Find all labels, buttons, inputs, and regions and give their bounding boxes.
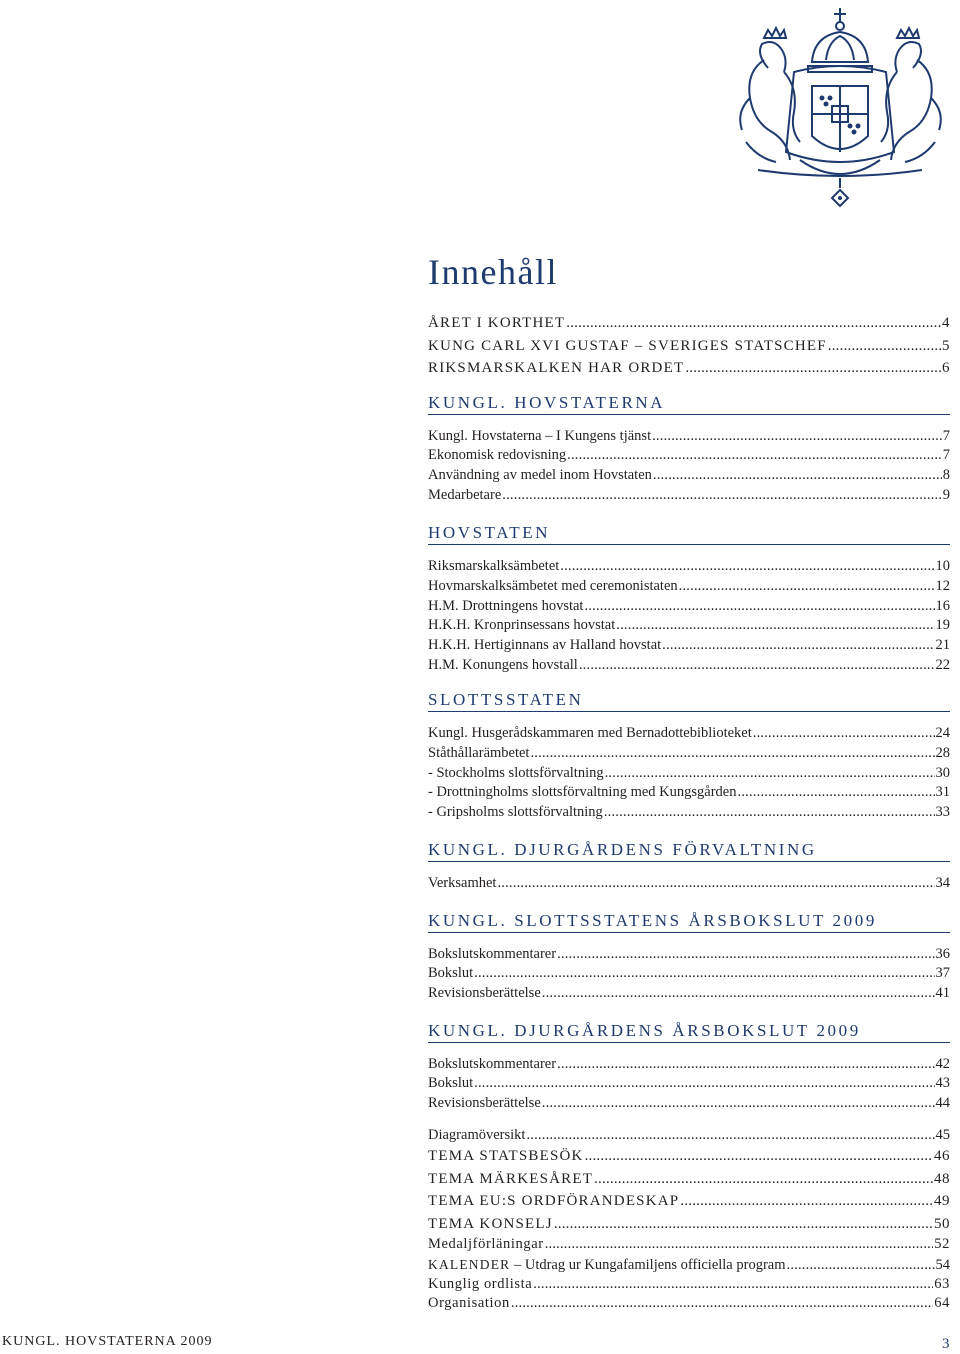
toc-entry[interactable] (428, 1213, 950, 1236)
toc-entry-label (428, 1255, 786, 1276)
dot-leader (566, 312, 941, 335)
dot-leader (567, 446, 942, 466)
toc-entry-label: RIKSMARSKALKEN HAR ORDET (428, 360, 685, 376)
toc-entry[interactable] (428, 486, 950, 506)
toc-entry[interactable] (428, 1275, 950, 1295)
toc-entry-page: 41 (935, 984, 950, 1001)
dot-leader (533, 1275, 933, 1295)
toc-entry-page: 45 (935, 1126, 950, 1143)
toc-entry-page: 4 (942, 315, 950, 331)
toc-entry[interactable] (428, 335, 950, 358)
toc-entry-page: 10 (935, 558, 950, 575)
toc-entry-page: 7 (942, 427, 950, 444)
dot-leader (605, 764, 935, 784)
toc-entry-page: 7 (942, 447, 950, 464)
dot-leader (653, 466, 942, 486)
toc-entry[interactable] (428, 577, 950, 597)
section-heading: KUNGL. HOVSTATERNA (428, 392, 950, 415)
dot-leader (680, 1190, 933, 1213)
toc-entry[interactable] (428, 1074, 950, 1094)
toc-entry[interactable] (428, 427, 950, 447)
kalender-subtitle: – Utdrag ur Kungafamiljens officiella program (510, 1257, 786, 1273)
dot-leader (604, 803, 935, 823)
toc-entry[interactable] (428, 466, 950, 486)
toc-entry-page: 44 (935, 1094, 950, 1111)
toc-entry-label: Kungl. Hovstaterna – I Kungens tjänst (428, 427, 652, 444)
toc-entry-page: 37 (935, 965, 950, 982)
toc-entry[interactable] (428, 1126, 950, 1146)
toc-entry-page: 33 (935, 804, 950, 821)
misc-group (428, 1126, 950, 1314)
dot-leader (594, 1168, 933, 1191)
toc-entry-page: 48 (934, 1170, 950, 1187)
section-slottsstaten (428, 689, 950, 822)
toc-entry[interactable] (428, 1255, 950, 1275)
toc-entry-page: 12 (935, 577, 950, 594)
page-number: 3 (942, 1336, 950, 1352)
toc-entry-label: Bokslut (428, 965, 474, 982)
toc-entry-label: Kunglig ordlista (428, 1275, 533, 1292)
toc-entry-label: H.K.H. Hertiginnans av Halland hovstat (428, 637, 662, 653)
toc-entry[interactable] (428, 744, 950, 764)
dot-leader (652, 427, 942, 447)
toc-entry-page: 46 (934, 1148, 950, 1165)
toc-entry-label: - Gripsholms slottsförvaltning (428, 804, 603, 821)
dot-leader (828, 335, 941, 358)
toc-entry-page: 31 (935, 784, 950, 801)
toc-entry-page: 42 (935, 1055, 950, 1072)
section-djurgardens-arsbokslut (428, 1020, 950, 1114)
toc-entry-label: - Drottningholms slottsförvaltning med Kungsgården (428, 784, 737, 801)
toc-entry-page: 54 (935, 1257, 950, 1273)
kalender-label: KALENDER (428, 1257, 511, 1272)
dot-leader (679, 577, 935, 597)
toc-entry-label: H.M. Drottningens hovstat (428, 597, 584, 614)
toc-entry[interactable] (428, 446, 950, 466)
running-footer: KUNGL. HOVSTATERNA 2009 (2, 1334, 213, 1349)
section-heading: KUNGL. DJURGÅRDENS ÅRSBOKSLUT 2009 (428, 1020, 950, 1043)
toc-entry-page: 43 (935, 1075, 950, 1092)
dot-leader (557, 945, 934, 965)
toc-entry-label: H.K.H. Kronprinsessans hovstat (428, 617, 616, 634)
toc-entry-label: - Stockholms slottsförvaltning (428, 764, 604, 781)
toc-entry-label: Bokslut (428, 1075, 474, 1092)
toc-entry[interactable] (428, 724, 950, 744)
dot-leader (530, 744, 934, 764)
toc-entry-page: 6 (942, 360, 950, 376)
dot-leader (526, 1126, 934, 1146)
toc-entry-label: Diagramöversikt (428, 1126, 526, 1143)
dot-leader (545, 1235, 934, 1255)
dot-leader (738, 783, 935, 803)
dot-leader (585, 1145, 933, 1168)
dot-leader (542, 984, 935, 1004)
dot-leader (557, 1055, 934, 1075)
dot-leader (685, 357, 941, 380)
toc-entry-label: Riksmarskalksämbetet (428, 558, 560, 575)
toc-entry-label: Medaljförläningar (428, 1236, 544, 1253)
toc-entry[interactable] (428, 1235, 950, 1255)
toc-entry[interactable] (428, 312, 950, 335)
toc-entry-label: KUNG CARL XVI GUSTAF – SVERIGES STATSCHEF (428, 337, 827, 354)
section-hovstaten (428, 522, 950, 675)
section-heading: HOVSTATEN (428, 522, 950, 545)
toc-entry-page: 34 (935, 874, 950, 891)
toc-entry[interactable] (428, 1294, 950, 1314)
toc-entry-label: TEMA MÄRKESÅRET (428, 1170, 594, 1187)
toc-entry-label: H.M. Konungens hovstall (428, 656, 578, 673)
dot-leader (616, 616, 934, 636)
toc-entry-page: 36 (935, 945, 950, 962)
intro-group (428, 312, 950, 380)
toc-entry[interactable] (428, 964, 950, 984)
toc-entry-label: Ståthållarämbetet (428, 745, 530, 762)
dot-leader (474, 1074, 934, 1094)
toc-entry-label: TEMA EU:S ORDFÖRANDESKAP (428, 1193, 680, 1210)
toc-entry[interactable] (428, 984, 950, 1004)
toc-entry[interactable] (428, 945, 950, 965)
toc-entry-page: 24 (935, 725, 950, 742)
page-title: Innehåll (428, 252, 558, 292)
toc-entry[interactable] (428, 764, 950, 784)
section-djurgarden-forvaltning (428, 839, 950, 894)
toc-entry-label: Revisionsberättelse (428, 1094, 541, 1111)
dot-leader (497, 874, 934, 894)
toc-entry-page: 19 (935, 617, 950, 634)
dot-leader (502, 486, 941, 506)
toc-entry-label: Användning av medel inom Hovstaten (428, 466, 652, 483)
toc-entry-label: Medarbetare (428, 486, 502, 503)
dot-leader (579, 656, 935, 676)
toc-entry-label: Kungl. Husgerådskammaren med Bernadottebiblioteket (428, 725, 752, 742)
toc-entry-page: 8 (942, 466, 950, 483)
dot-leader (554, 1213, 933, 1236)
toc-entry[interactable] (428, 357, 950, 380)
toc-entry-label: TEMA KONSELJ (428, 1215, 553, 1232)
dot-leader (560, 557, 934, 577)
toc-entry[interactable] (428, 1145, 950, 1168)
dot-leader (584, 597, 934, 617)
toc-entry-label: Bokslutskommentarer (428, 945, 557, 962)
toc-entry[interactable] (428, 616, 950, 636)
toc-entry-page: 30 (935, 764, 950, 781)
toc-entry-page: 28 (935, 745, 950, 762)
toc-entry[interactable] (428, 656, 950, 676)
toc-entry[interactable] (428, 1168, 950, 1191)
toc-entry-label: Revisionsberättelse (428, 984, 541, 1001)
dot-leader (542, 1094, 935, 1114)
toc-entry[interactable] (428, 874, 950, 894)
dot-leader (753, 724, 935, 744)
toc-entry[interactable] (428, 597, 950, 617)
toc-entry-page: 49 (934, 1193, 950, 1210)
toc-entry-page: 21 (935, 637, 950, 653)
toc-entry-label: Organisation (428, 1295, 510, 1312)
section-slottsstatens-arsbokslut (428, 910, 950, 1004)
table-of-contents (428, 250, 950, 1314)
toc-entry-page: 9 (942, 486, 950, 503)
toc-entry[interactable] (428, 1055, 950, 1075)
toc-entry-label: TEMA STATSBESÖK (428, 1148, 584, 1165)
toc-entry-label: Bokslutskommentarer (428, 1055, 557, 1072)
dot-leader (511, 1294, 933, 1314)
toc-entry[interactable] (428, 636, 950, 656)
toc-entry[interactable] (428, 1094, 950, 1114)
toc-entry[interactable] (428, 803, 950, 823)
toc-entry-label: ÅRET I KORTHET (428, 315, 566, 331)
toc-entry[interactable] (428, 1190, 950, 1213)
section-heading: SLOTTSSTATEN (428, 689, 950, 712)
dot-leader (474, 964, 934, 984)
toc-entry-page: 64 (934, 1295, 950, 1312)
toc-entry-page: 63 (934, 1275, 950, 1292)
toc-entry-page: 22 (935, 656, 950, 673)
section-heading: KUNGL. DJURGÅRDENS FÖRVALTNING (428, 839, 950, 862)
dot-leader (662, 636, 934, 656)
toc-entry-label: Hovmarskalksämbetet med ceremonistaten (428, 577, 678, 594)
section-heading: KUNGL. SLOTTSSTATENS ÅRSBOKSLUT 2009 (428, 910, 950, 933)
toc-entry[interactable] (428, 783, 950, 803)
toc-entry-label: Verksamhet (428, 874, 497, 891)
toc-entry-page: 52 (934, 1236, 950, 1253)
toc-entry-page: 5 (942, 337, 950, 354)
dot-leader (787, 1256, 935, 1276)
toc-entry-page: 50 (934, 1215, 950, 1232)
section-hovstaterna (428, 392, 950, 506)
royal-coat-of-arms-logo (728, 2, 953, 214)
toc-entry-page: 16 (935, 597, 950, 614)
toc-entry[interactable] (428, 557, 950, 577)
toc-entry-label: Ekonomisk redovisning (428, 447, 567, 464)
